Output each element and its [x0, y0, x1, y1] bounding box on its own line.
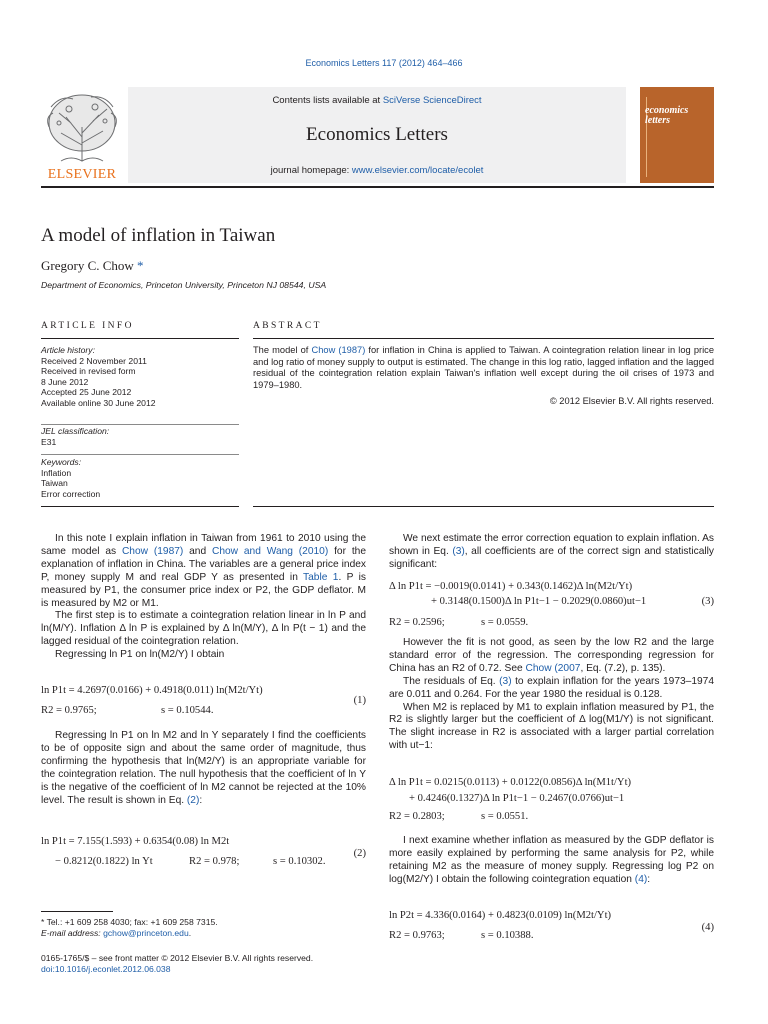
- author-footnote-mark[interactable]: *: [137, 258, 144, 273]
- text-run: for the explanation of inflation in China. The variables are a general price index P, money supply M and real GDP Y as presented in: [41, 545, 366, 583]
- text-run: We next estimate the error correction equation to explain inflation. As shown in Eq.: [389, 533, 714, 557]
- email-link[interactable]: gchow@princeton.edu: [103, 927, 189, 938]
- text-run: .: [188, 927, 192, 938]
- history-label: Article history:: [41, 345, 95, 355]
- equation-line: + 0.4246(0.1327)Δ ln P1t−1 − 0.2467(0.0766)ut−1: [409, 793, 625, 804]
- header-rule: [41, 186, 714, 188]
- article-info-heading: ARTICLE INFO: [41, 321, 134, 331]
- contents-line: [128, 95, 626, 106]
- equation-line: R2 = 0.9763;: [389, 930, 445, 941]
- citation-link[interactable]: Chow and Wang (2010): [211, 545, 329, 557]
- equation-number: (1): [353, 695, 366, 706]
- equation-link[interactable]: (2): [186, 794, 200, 806]
- affiliation: Department of Economics, Princeton University, Princeton NJ 08544, USA: [41, 280, 327, 290]
- equation-line: s = 0.10302.: [273, 856, 326, 867]
- equation-4: [389, 910, 714, 946]
- equation-3: [389, 581, 714, 617]
- divider: [41, 424, 239, 425]
- table-link[interactable]: Table 1: [303, 571, 339, 583]
- citation-link[interactable]: Chow (2007: [525, 662, 581, 674]
- jel-label: JEL classification:: [41, 426, 110, 436]
- body-paragraph: The first step is to estimate a cointegration relation linear in ln P and ln(M/Y). Inflation Δ ln P is explained by Δ ln(M/Y), Δ ln P(t − 1) and the lagged residual of the cointegration relation.: [41, 610, 366, 648]
- svg-text:ELSEVIER: ELSEVIER: [47, 167, 117, 182]
- author-name: Gregory C. Chow: [41, 258, 134, 273]
- equation-line: R2 = 0.9765;: [41, 705, 97, 716]
- equation-line: Δ ln P1t = 0.0215(0.0113) + 0.0122(0.0856)Δ ln(M1t/Yt): [389, 777, 632, 788]
- keyword: Error correction: [41, 488, 101, 499]
- doi-link[interactable]: doi:10.1016/j.econlet.2012.06.038: [41, 963, 171, 974]
- equation-line: s = 0.10544.: [161, 705, 214, 716]
- text-run: , Eq. (7.2), p. 135).: [580, 662, 666, 674]
- article-title: A model of inflation in Taiwan: [41, 225, 276, 246]
- equation-line: R2 = 0.2803;: [389, 811, 445, 822]
- equation-line: Δ ln P1t = −0.0019(0.0141) + 0.343(0.1462)Δ ln(M2t/Yt): [389, 581, 633, 592]
- divider: [253, 338, 714, 339]
- article-history: [41, 345, 239, 409]
- citation-link[interactable]: Chow (1987): [121, 545, 184, 557]
- equation-link[interactable]: (3): [499, 675, 512, 687]
- equation-link[interactable]: (4): [634, 873, 648, 885]
- history-item: Available online 30 June 2012: [41, 397, 156, 408]
- divider: [41, 506, 239, 507]
- homepage-line: [128, 165, 626, 176]
- body-paragraph: [41, 730, 366, 807]
- text-run: Regressing ln P1 on ln M2 and ln Y separately I find the coefficients to be of opposite sign and about the same order of magnitude, thus confirming the hypothesis that ln(M2/Y) is an appropriate variable for the cointegration relation. The null hypothesis that the coefficient of ln Y is the negative of the coefficient of ln M2 cannot be rejected at the 10% level. The result is shown in Eq.: [41, 730, 366, 806]
- footnote-rule: [41, 911, 113, 912]
- equation-number: (4): [701, 922, 714, 933]
- body-paragraph: When M2 is replaced by M1 to explain inflation measured by P1, the R2 is slightly larger but the coefficient of Δ log(M1/Y) is not significant. The slight increase in R2 is associated with a larger partial correlation with ut−1:: [389, 701, 714, 752]
- text-run: :: [647, 873, 651, 885]
- text-run: . P is measured by P1, the consumer price index or P2, the GDP deflator. M is measured by M2 or M1.: [41, 571, 366, 609]
- equation-1: [41, 685, 366, 725]
- body-paragraph: [389, 835, 714, 887]
- homepage-link[interactable]: www.elsevier.com/locate/ecolet: [351, 165, 484, 176]
- text-run: to explain inflation for the years 1973–1974 are 0.011 and 0.264. For the year 1980 the residual is 0.128.: [389, 675, 714, 700]
- keyword: Inflation: [41, 467, 72, 478]
- keywords-label: Keywords:: [41, 457, 82, 467]
- equation-line: − 0.8212(0.1822) ln Yt: [55, 856, 153, 867]
- equation-number: (2): [353, 848, 366, 859]
- history-item: Received 2 November 2011: [41, 355, 147, 366]
- equation-line: ln P2t = 4.336(0.0164) + 0.4823(0.0109) ln(M2t/Yt): [389, 910, 612, 921]
- equation-line: ln P1t = 7.155(1.593) + 0.6354(0.08) ln M2t: [41, 836, 230, 847]
- text-run: In this note I explain inflation in Taiwan from 1961 to 2010 using the same model as: [41, 533, 366, 557]
- text-run: However the fit is not good, as seen by the low R2 and the large standard error of the regression. The corresponding regression for China has an R2 of 0.72. See: [389, 637, 714, 674]
- equation-line: R2 = 0.978;: [189, 856, 240, 867]
- footnote-tel: * Tel.: +1 609 258 4030; fax: +1 609 258 7315.: [41, 917, 218, 927]
- footnote: [41, 917, 371, 938]
- journal-reference[interactable]: Economics Letters 117 (2012) 464–466: [305, 58, 463, 68]
- jel-classification: [41, 426, 239, 447]
- citation-link[interactable]: Chow (1987): [311, 345, 366, 355]
- text-run: , all coefficients are of the correct sign and statistically significant:: [389, 545, 714, 570]
- equation-line: s = 0.0551.: [481, 811, 529, 822]
- equation-line: s = 0.10388.: [481, 930, 534, 941]
- equation-line: s = 0.0559.: [481, 617, 529, 628]
- divider: [41, 454, 239, 455]
- text-run: and: [183, 545, 212, 557]
- body-paragraph: [41, 533, 366, 662]
- history-item: Accepted 25 June 2012: [41, 387, 132, 398]
- contents-prefix: Contents lists available at: [272, 95, 383, 106]
- issn-block: [41, 953, 371, 974]
- equation-m1: [389, 777, 714, 829]
- text-run: I next examine whether inflation as measured by the GDP deflator is more easily explained by performing the same analysis for P2, while retaining M2 as the measure of money supply. Regressing log P2 on log(M2/Y) I obtain the following cointegration equation: [389, 835, 714, 885]
- equation-2: [41, 836, 366, 876]
- abstract-heading: ABSTRACT: [253, 321, 322, 331]
- text-run: :: [199, 794, 203, 806]
- journal-title: Economics Letters: [306, 124, 448, 145]
- email-label: E-mail address:: [41, 927, 104, 938]
- equation-link[interactable]: (3): [452, 545, 465, 557]
- equation-line: ln P1t = 4.2697(0.0166) + 0.4918(0.011) ln(M2t/Yt): [41, 685, 263, 696]
- history-item: 8 June 2012: [41, 376, 89, 387]
- elsevier-tree-icon: [41, 87, 123, 183]
- sciencedirect-link[interactable]: SciVerse ScienceDirect: [382, 95, 482, 106]
- body-paragraph: Regressing ln P1 on ln(M2/Y) I obtain: [55, 649, 225, 661]
- abstract-text: [253, 345, 714, 391]
- text-run: The residuals of Eq.: [403, 675, 500, 687]
- abstract-text-part: The model of: [253, 345, 312, 355]
- homepage-prefix: journal homepage:: [270, 165, 352, 176]
- divider: [41, 338, 239, 339]
- copyright: © 2012 Elsevier B.V. All rights reserved.: [549, 396, 714, 406]
- issn-line: 0165-1765/$ – see front matter © 2012 Elsevier B.V. All rights reserved.: [41, 953, 314, 963]
- divider: [253, 506, 714, 507]
- body-paragraph: [389, 533, 714, 572]
- history-item: Received in revised form: [41, 366, 136, 377]
- body-paragraph: [389, 637, 714, 753]
- keyword: Taiwan: [41, 478, 68, 489]
- equation-line: + 0.3148(0.1500)Δ ln P1t−1 − 0.2029(0.0860)ut−1: [431, 596, 647, 607]
- cover-title: economics letters: [645, 105, 689, 126]
- equation-number: (3): [701, 596, 714, 607]
- equation-line: R2 = 0.2596;: [389, 617, 445, 628]
- elsevier-logo: [41, 87, 123, 183]
- abstract-text-part: for inflation in China is applied to Taiwan. A cointegration relation linear in log price and log ratio of money supply to output is estimated. The change in this log ratio, lagged inflation and the lagged residual of the cointegration relation explain Taiwan's inflation well except during the oil crises of 1973 and 1979–1980.: [253, 345, 715, 390]
- keywords: [41, 457, 239, 499]
- author-line: [41, 258, 144, 274]
- jel-code: E31: [41, 436, 57, 447]
